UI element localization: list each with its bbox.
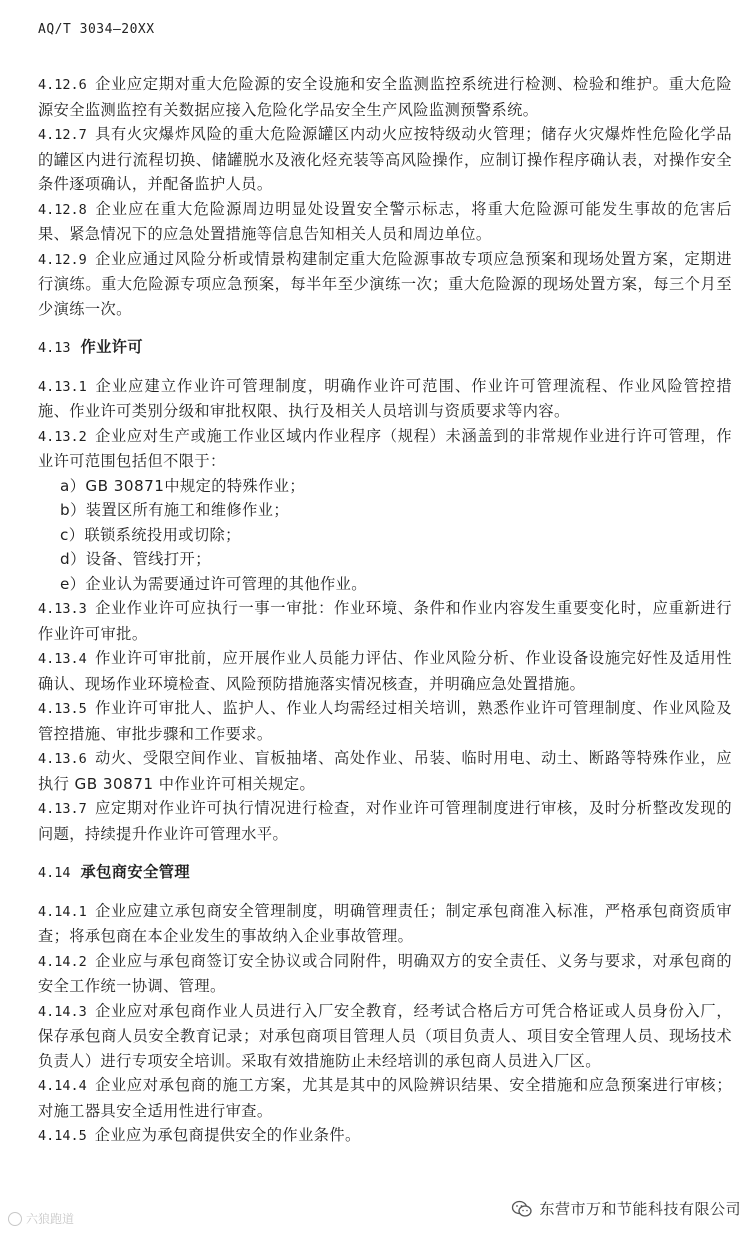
clause-4-14-5: 4.14.5 企业应为承包商提供安全的作业条件。 (38, 1126, 361, 1144)
clause-4-13-1: 4.13.1 企业应建立作业许可管理制度，明确作业许可范围、作业许可管理流程、作业风险管控措施、作业许可类别分级和审批权限、执行及相关人员培训与资质要求等内容。 (38, 376, 732, 420)
section-heading-4-13: 4.13 作业许可 (38, 338, 144, 356)
left-watermark: 六狼跑道 (8, 1210, 74, 1227)
footer-watermarks (0, 1197, 753, 1227)
list-item-a: a）GB 30871中规定的特殊作业； (60, 476, 306, 495)
list-item-c: c）联锁系统投用或切除； (60, 525, 241, 544)
clause-4-13-5: 4.13.5 作业许可审批人、监护人、作业人均需经过相关培训，熟悉作业许可管理制度、作业风险及管控措施、审批步骤和工作要求。 (38, 699, 732, 743)
clause-4-12-9: 4.12.9 企业应通过风险分析或情景构建制定重大危险源事故专项应急预案和现场处置方案，定期进行演练。重大危险源专项应急预案，每半年至少演练一次；重大危险源的现场处置方案，每三个月至少演练一次。 (38, 249, 732, 318)
clause-4-14-2: 4.14.2 企业应与承包商签订安全协议或合同附件，明确双方的安全责任、义务与要求，对承包商的安全工作统一协调、管理。 (38, 951, 732, 995)
list-item-d: d）设备、管线打开； (60, 550, 211, 568)
clause-4-12-7: 4.12.7 具有火灾爆炸风险的重大危险源罐区内动火应按特级动火管理；储存火灾爆炸性危险化学品的罐区内进行流程切换、储罐脱水及液化烃充装等高风险操作，应制订操作程序确认表，对操作安全条件逐项确认，并配备监护人员。 (38, 125, 732, 193)
clause-4-14-3: 4.14.3 企业应对承包商作业人员进行入厂安全教育，经考试合格后方可凭合格证或人员身份入厂，保存承包商人员安全教育记录；对承包商项目管理人员（项目负责人、项目安全管理人员、现场技术负责人）进行专项安全培训。采取有效措施防止未经培训的承包商人员进入厂区。 (38, 1001, 732, 1070)
clause-4-13-4: 4.13.4 作业许可审批前，应开展作业人员能力评估、作业风险分析、作业设备设施完好性及适用性确认、现场作业环境检查、风险预防措施落实情况核查，并明确应急处置措施。 (38, 649, 732, 693)
clause-4-13-7: 4.13.7 应定期对作业许可执行情况进行检查，对作业许可管理制度进行审核，及时分析整改发现的问题，持续提升作业许可管理水平。 (38, 799, 732, 843)
clause-4-13-3: 4.13.3 企业作业许可应执行一事一审批：作业环境、条件和作业内容发生重要变化时，应重新进行作业许可审批。 (38, 599, 732, 643)
clause-4-14-1: 4.14.1 企业应建立承包商安全管理制度，明确管理责任；制定承包商准入标准，严格承包商资质审查；将承包商在本企业发生的事故纳入企业事故管理。 (38, 901, 732, 945)
clause-4-12-8: 4.12.8 企业应在重大危险源周边明显处设置安全警示标志，将重大危险源可能发生事故的危害后果、紧急情况下的应急处置措施等信息告知相关人员和周边单位。 (38, 199, 732, 243)
right-watermark: 东营市万和节能科技有限公司 (511, 1198, 741, 1219)
clause-4-13-2: 4.13.2 企业应对生产或施工作业区域内作业程序（规程）未涵盖到的非常规作业进行许可管理，作业许可范围包括但不限于： (38, 426, 732, 470)
clause-4-14-4: 4.14.4 企业应对承包商的施工方案，尤其是其中的风险辨识结果、安全措施和应急预案进行审核；对施工器具安全适用性进行审查。 (38, 1076, 732, 1120)
document-body (38, 72, 732, 1149)
clause-4-13-6: 4.13.6 动火、受限空间作业、盲板抽堵、高处作业、吊装、临时用电、动土、断路等特殊作业，应执行 GB 30871 中作业许可相关规定。 (38, 749, 732, 793)
list-item-e: e）企业认为需要通过许可管理的其他作业。 (60, 574, 367, 593)
standard-code-header: AQ/T 3034—20XX (38, 22, 155, 37)
section-heading-4-14: 4.14 承包商安全管理 (38, 863, 190, 881)
wechat-icon (511, 1200, 533, 1218)
watermark-logo-icon (8, 1212, 22, 1226)
clause-4-12-6: 4.12.6 企业应定期对重大危险源的安全设施和安全监测监控系统进行检测、检验和维护。重大危险源安全监测监控有关数据应接入危险化学品安全生产风险监测预警系统。 (38, 75, 732, 119)
list-item-b: b）装置区所有施工和维修作业； (60, 501, 290, 519)
